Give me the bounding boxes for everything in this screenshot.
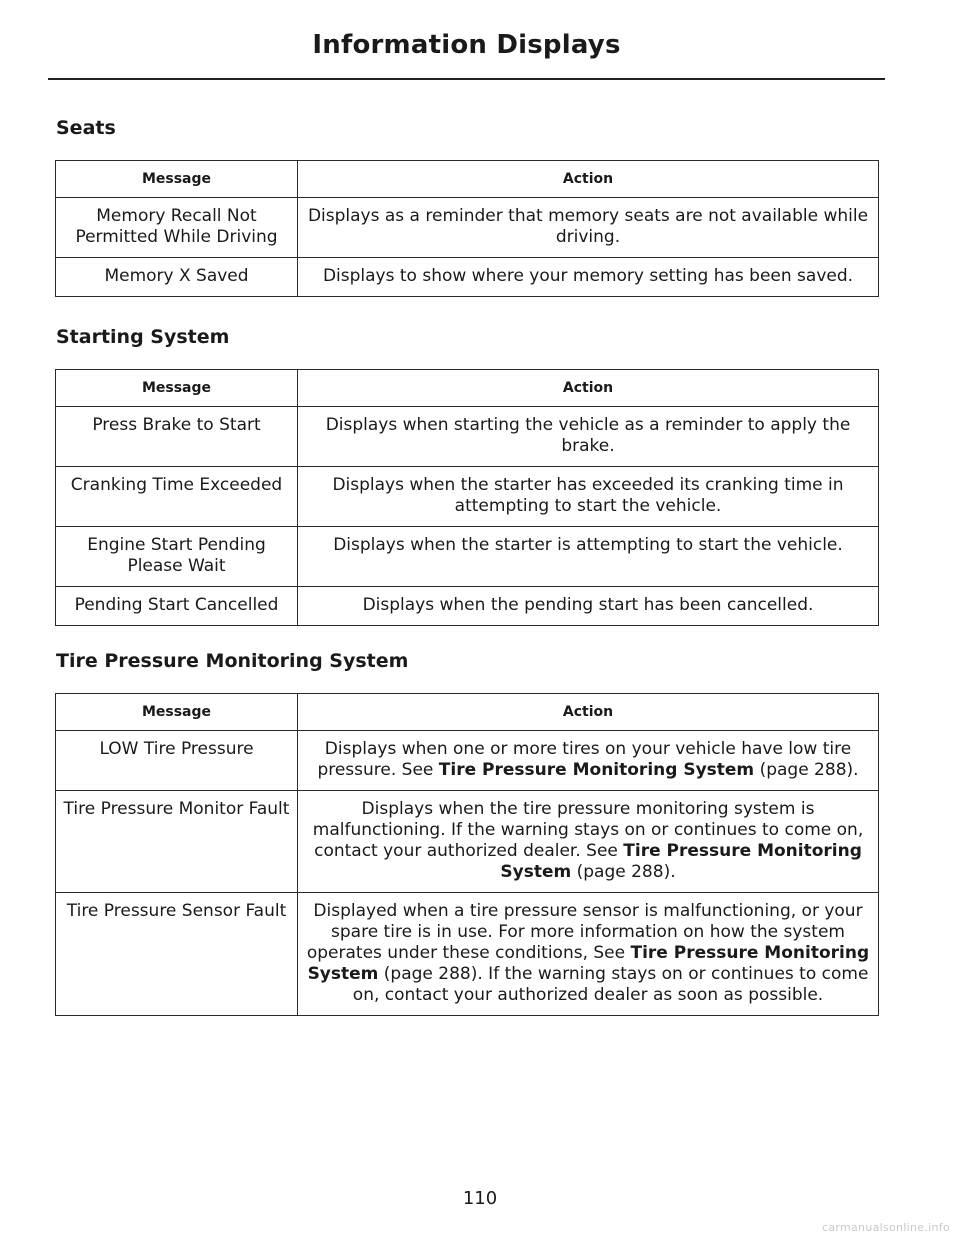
action-cell (298, 731, 879, 791)
message-cell: Memory X Saved (56, 258, 298, 297)
page-reference: (page 288). (576, 862, 676, 882)
page-header (48, 0, 885, 80)
table-row (56, 893, 879, 1016)
action-cell: Displays when the starter is attempting to start the vehicle. (298, 527, 879, 587)
action-text: Displays when one or more tires on your vehicle have low tire pressure. See (317, 739, 852, 780)
column-header-message: Message (56, 161, 298, 198)
action-cell: Displays as a reminder that memory seats are not available while driving. (298, 198, 879, 258)
page-reference: (page 288). If the warning stays on or continues to come on, contact your authorized dealer as soon as possible. (352, 964, 869, 1005)
table-row (56, 527, 879, 587)
message-cell: Tire Pressure Monitor Fault (56, 791, 298, 893)
column-header-message: Message (56, 370, 298, 407)
watermark: carmanualsonline.info (821, 1221, 950, 1234)
cross-reference-link[interactable]: Tire Pressure Monitoring System (307, 943, 870, 984)
starting-system-table (55, 369, 879, 626)
action-cell: Displays when starting the vehicle as a reminder to apply the brake. (298, 407, 879, 467)
page-number: 110 (462, 1188, 498, 1209)
message-cell: Engine Start Pending Please Wait (56, 527, 298, 587)
column-header-action: Action (298, 161, 879, 198)
action-cell: Displays to show where your memory setting has been saved. (298, 258, 879, 297)
column-header-action: Action (298, 694, 879, 731)
table-row (56, 467, 879, 527)
table-header-row (56, 694, 879, 731)
column-header-action: Action (298, 370, 879, 407)
table-row (56, 198, 879, 258)
cross-reference-link[interactable]: Tire Pressure Monitoring System (500, 841, 862, 882)
action-cell (298, 893, 879, 1016)
page-title: Information Displays (312, 30, 621, 60)
seats-table (55, 160, 879, 297)
action-cell: Displays when the starter has exceeded its cranking time in attempting to start the vehicle. (298, 467, 879, 527)
section-heading-seats: Seats (56, 117, 116, 139)
section-heading-starting-system: Starting System (56, 326, 230, 348)
table-row (56, 407, 879, 467)
section-heading-tire-pressure: Tire Pressure Monitoring System (56, 650, 409, 672)
table-row (56, 587, 879, 626)
table-row (56, 731, 879, 791)
action-cell (298, 791, 879, 893)
action-cell: Displays when the pending start has been cancelled. (298, 587, 879, 626)
table-header-row (56, 161, 879, 198)
message-cell: Press Brake to Start (56, 407, 298, 467)
action-text: Displays when the tire pressure monitoring system is malfunctioning. If the warning stays on or continues to come on, contact your authorized dealer. See (312, 799, 864, 861)
table-row (56, 791, 879, 893)
table-row (56, 258, 879, 297)
table-header-row (56, 370, 879, 407)
cross-reference-link[interactable]: Tire Pressure Monitoring System (438, 760, 755, 780)
message-cell: Tire Pressure Sensor Fault (56, 893, 298, 1016)
action-text: Displayed when a tire pressure sensor is malfunctioning, or your spare tire is in use. For more information on how the system operates under these conditions, See (306, 901, 863, 963)
message-cell: LOW Tire Pressure (56, 731, 298, 791)
message-cell: Cranking Time Exceeded (56, 467, 298, 527)
message-cell: Pending Start Cancelled (56, 587, 298, 626)
tire-pressure-table (55, 693, 879, 1016)
page-reference: (page 288). (759, 760, 859, 780)
message-cell: Memory Recall Not Permitted While Driving (56, 198, 298, 258)
column-header-message: Message (56, 694, 298, 731)
